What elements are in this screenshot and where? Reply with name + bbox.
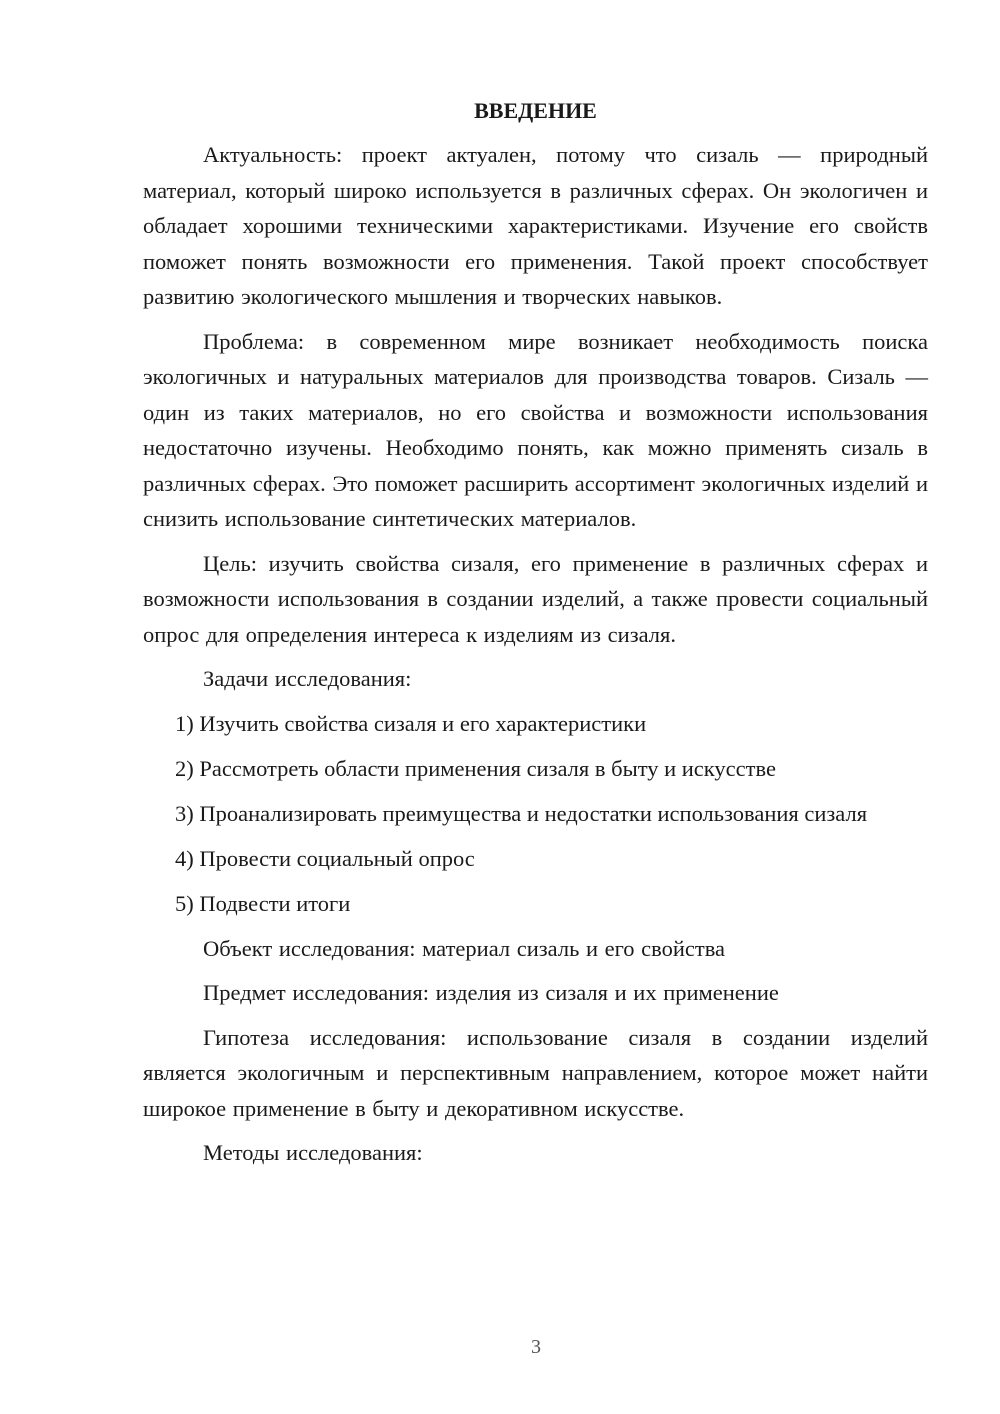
section-title: ВВЕДЕНИЕ: [474, 98, 597, 123]
paragraph-object: Объект исследования: материал сизаль и его свойства: [203, 935, 726, 961]
tasks-heading: Задачи исследования:: [203, 666, 412, 691]
paragraph-subject: Предмет исследования: изделия из сизаля и их применение: [203, 980, 779, 1005]
paragraph-relevance: Актуальность: проект актуален, потому что сизаль — природный материал, который широко используется в различных сферах. Он экологичен и обладает хорошими техническими характеристиками. Изучение его свойств поможет понять возможности его применения. Такой проект способствует развитию экологического мышления и творческих навыков.: [143, 142, 928, 309]
task-item-4: 4) Провести социальный опрос: [175, 845, 475, 871]
task-item-5: 5) Подвести итоги: [175, 890, 351, 916]
task-item-1: 1) Изучить свойства сизаля и его характеристики: [175, 710, 647, 736]
methods-heading: Методы исследования:: [203, 1140, 423, 1165]
page-number: 3: [531, 1336, 541, 1358]
task-item-3: 3) Проанализировать преимущества и недостатки использования сизаля: [175, 800, 868, 826]
paragraph-hypothesis: Гипотеза исследования: использование сизаля в создании изделий является экологичным и перспективным направлением, которое может найти широкое применение в быту и декоративном искусстве.: [143, 1024, 928, 1121]
paragraph-problem: Проблема: в современном мире возникает необходимость поиска экологичных и натуральных материалов для производства товаров. Сизаль — один из таких материалов, но его свойства и возможности использования недостаточно изучены. Необходимо понять, как можно применять сизаль в различных сферах. Это поможет расширить ассортимент экологичных изделий и снизить использование синтетических материалов.: [143, 328, 928, 531]
paragraph-goal: Цель: изучить свойства сизаля, его применение в различных сферах и возможности использования в создании изделий, а также провести социальный опрос для определения интереса к изделиям из сизаля.: [143, 550, 928, 647]
task-item-2: 2) Рассмотреть области применения сизаля в быту и искусстве: [175, 755, 776, 781]
page-content: [143, 93, 928, 1180]
